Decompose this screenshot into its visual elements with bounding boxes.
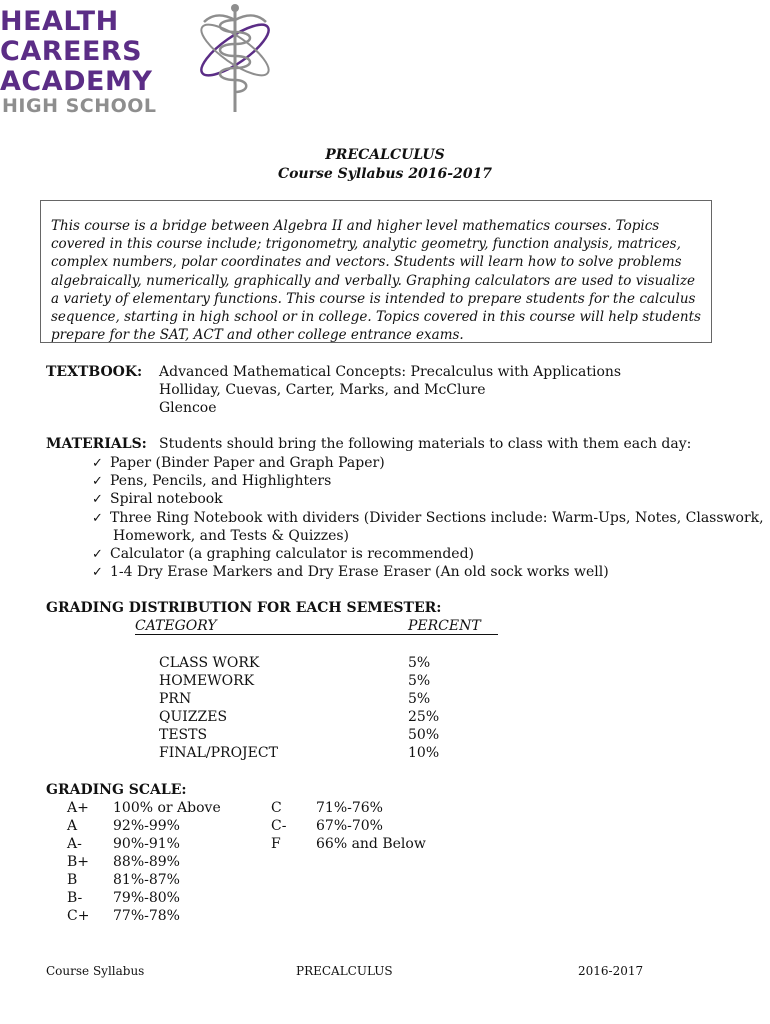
- grade-letter: F: [271, 836, 281, 852]
- grade-range: 66% and Below: [316, 836, 426, 852]
- footer-center: PRECALCULUS: [296, 964, 393, 978]
- textbook-line-1: Advanced Mathematical Concepts: Precalculus with Applications: [159, 364, 622, 380]
- footer-right: 2016-2017: [578, 964, 644, 978]
- list-item: ✓ Spiral notebook: [92, 491, 223, 507]
- course-description-box: [40, 200, 712, 343]
- category-cell: CLASS WORK: [159, 655, 260, 671]
- percent-cell: 5%: [408, 673, 431, 689]
- grade-letter: C+: [67, 908, 90, 924]
- list-item: ✓ Three Ring Notebook with dividers (Divider Sections include: Warm-Ups, Notes, Classwork,: [92, 510, 764, 526]
- textbook-label: TEXTBOOK:: [46, 364, 143, 380]
- grade-range: 100% or Above: [113, 800, 221, 816]
- grade-letter: B+: [67, 854, 90, 870]
- footer-left: Course Syllabus: [46, 964, 145, 978]
- grade-range: 77%-78%: [113, 908, 180, 924]
- category-cell: TESTS: [159, 727, 208, 743]
- percent-cell: 10%: [408, 745, 440, 761]
- grade-letter: B: [67, 872, 78, 888]
- grade-letter: C: [271, 800, 282, 816]
- list-item: ✓ 1-4 Dry Erase Markers and Dry Erase Eraser (An old sock works well): [92, 564, 609, 580]
- list-item-continuation: Homework, and Tests & Quizzes): [113, 528, 350, 544]
- grade-range: 67%-70%: [316, 818, 383, 834]
- list-item: ✓ Pens, Pencils, and Highlighters: [92, 473, 332, 489]
- checkmark-icon: ✓: [92, 565, 103, 580]
- grade-range: 88%-89%: [113, 854, 180, 870]
- materials-intro: Students should bring the following materials to class with them each day:: [159, 436, 692, 452]
- percent-cell: 50%: [408, 727, 440, 743]
- grade-letter: C-: [271, 818, 287, 834]
- grade-range: 79%-80%: [113, 890, 180, 906]
- school-logo: [0, 0, 280, 118]
- grade-letter: A-: [67, 836, 82, 852]
- percent-cell: 5%: [408, 655, 431, 671]
- category-cell: FINAL/PROJECT: [159, 745, 278, 761]
- grade-range: 71%-76%: [316, 800, 383, 816]
- grade-letter: A+: [67, 800, 89, 816]
- checkmark-icon: ✓: [92, 547, 103, 562]
- logo-line-1: HEALTH: [0, 6, 119, 37]
- checkmark-icon: ✓: [92, 511, 103, 526]
- textbook-line-2: Holliday, Cuevas, Carter, Marks, and McClure: [159, 382, 486, 398]
- list-item: ✓ Calculator (a graphing calculator is recommended): [92, 546, 474, 562]
- textbook-line-3: Glencoe: [159, 400, 217, 416]
- caduceus-atom-icon: [190, 0, 280, 118]
- logo-line-2: CAREERS: [0, 36, 143, 67]
- grade-letter: A: [67, 818, 78, 834]
- checkmark-icon: ✓: [92, 456, 103, 471]
- category-column-header: CATEGORY: [135, 618, 408, 635]
- category-cell: PRN: [159, 691, 192, 707]
- percent-cell: 25%: [408, 709, 440, 725]
- grade-range: 92%-99%: [113, 818, 180, 834]
- list-item: ✓ Paper (Binder Paper and Graph Paper): [92, 455, 385, 471]
- grade-range: 90%-91%: [113, 836, 180, 852]
- materials-label: MATERIALS:: [46, 436, 147, 452]
- category-cell: QUIZZES: [159, 709, 228, 725]
- logo-line-3: ACADEMY: [0, 66, 153, 97]
- checkmark-icon: ✓: [92, 492, 103, 507]
- category-cell: HOMEWORK: [159, 673, 255, 689]
- logo-line-4: HIGH SCHOOL: [2, 95, 157, 117]
- percent-cell: 5%: [408, 691, 431, 707]
- percent-column-header: PERCENT: [408, 618, 498, 635]
- grade-range: 81%-87%: [113, 872, 180, 888]
- grading-scale-label: GRADING SCALE:: [46, 782, 187, 798]
- course-description: This course is a bridge between Algebra II and higher level mathematics courses. Topics covered in this course include; trigonometry, analytic geometry, function analysis, matrices, complex numbers, polar coordinates and vectors. Students will learn how to solve problems algebraically, numerically, graphically and verbally. Graphing calculators are used to visualize a variety of elementary functions. This course is intended to prepare students for the calculus sequence, starting in high school or in college. Topics covered in this course will help students prepare for the SAT, ACT and other college entrance exams.: [51, 218, 701, 344]
- grading-distribution-label: GRADING DISTRIBUTION FOR EACH SEMESTER:: [46, 600, 442, 616]
- grade-letter: B-: [67, 890, 83, 906]
- page-title: PRECALCULUS: [325, 147, 445, 163]
- page-subtitle: Course Syllabus 2016-2017: [277, 166, 493, 182]
- checkmark-icon: ✓: [92, 474, 103, 489]
